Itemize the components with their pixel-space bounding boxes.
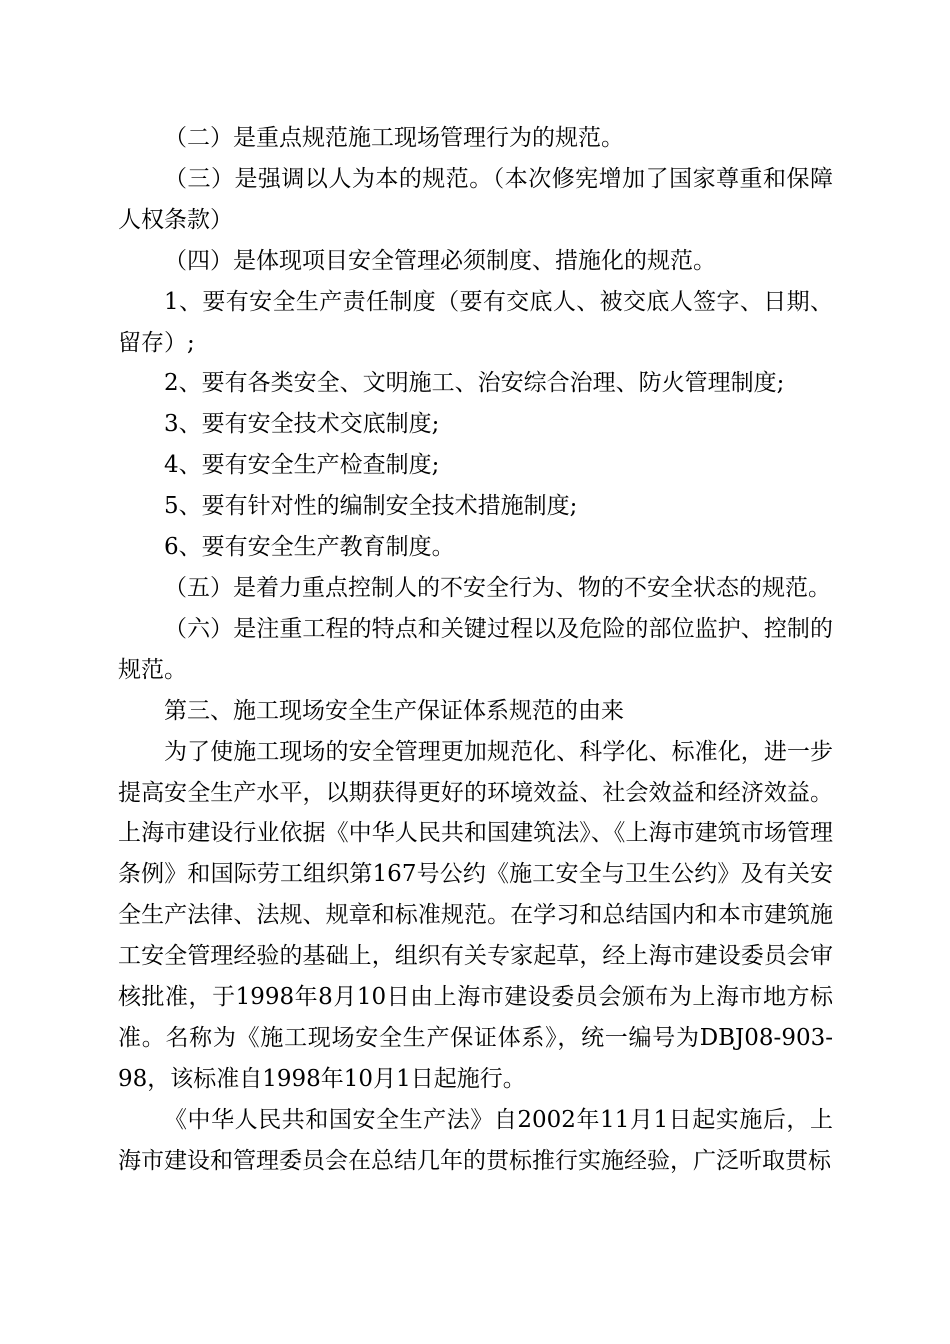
document-body [118, 118, 833, 1182]
paragraph-item-2: （二）是重点规范施工现场管理行为的规范。 [164, 125, 624, 151]
list-item-3: 3、要有安全技术交底制度; [164, 411, 440, 438]
list-item-2: 2、要有各类安全、文明施工、治安综合治理、防火管理制度; [164, 370, 785, 397]
list-item-4: 4、要有安全生产检查制度; [164, 452, 440, 479]
body-paragraph-origin: 为了使施工现场的安全管理更加规范化、科学化、标准化，进一步提高安全生产水平，以期获得更好的环境效益、社会效益和经济效益。上海市建设行业依据《中华人民共和国建筑法》、《上海市建筑市场管理条例》和国际劳工组织第167号公约《施工安全与卫生公约》及有关安全生产法律、法规、规章和标准规范。在学习和总结国内和本市建筑施工安全管理经验的基础上，组织有关专家起草，经上海市建设委员会审核批准，于1998年8月10日由上海市建设委员会颁布为上海市地方标准。名称为《施工现场安全生产保证体系》，统一编号为DBJ08-903-98，该标准自1998年10月1日起施行。 [118, 738, 833, 1092]
paragraph-item-6: （六）是注重工程的特点和关键过程以及危险的部位监护、控制的规范。 [118, 615, 833, 683]
body-paragraph-safety-law: 《中华人民共和国安全生产法》自2002年11月1日起实施后，上海市建设和管理委员会在总结几年的贯标推行实施经验，广泛听取贯标 [118, 1106, 833, 1174]
paragraph-item-4: （四）是体现项目安全管理必须制度、措施化的规范。 [164, 247, 716, 274]
paragraph-item-3: （三）是强调以人为本的规范。（本次修宪增加了国家尊重和保障人权条款） [118, 165, 833, 233]
paragraph-item-5: （五）是着力重点控制人的不安全行为、物的不安全状态的规范。 [164, 574, 831, 601]
list-item-1: 1、要有安全生产责任制度（要有交底人、被交底人签字、日期、留存）; [118, 288, 833, 356]
section-heading: 第三、施工现场安全生产保证体系规范的由来 [164, 697, 624, 724]
list-item-6: 6、要有安全生产教育制度。 [164, 534, 455, 561]
list-item-5: 5、要有针对性的编制安全技术措施制度; [164, 493, 578, 520]
